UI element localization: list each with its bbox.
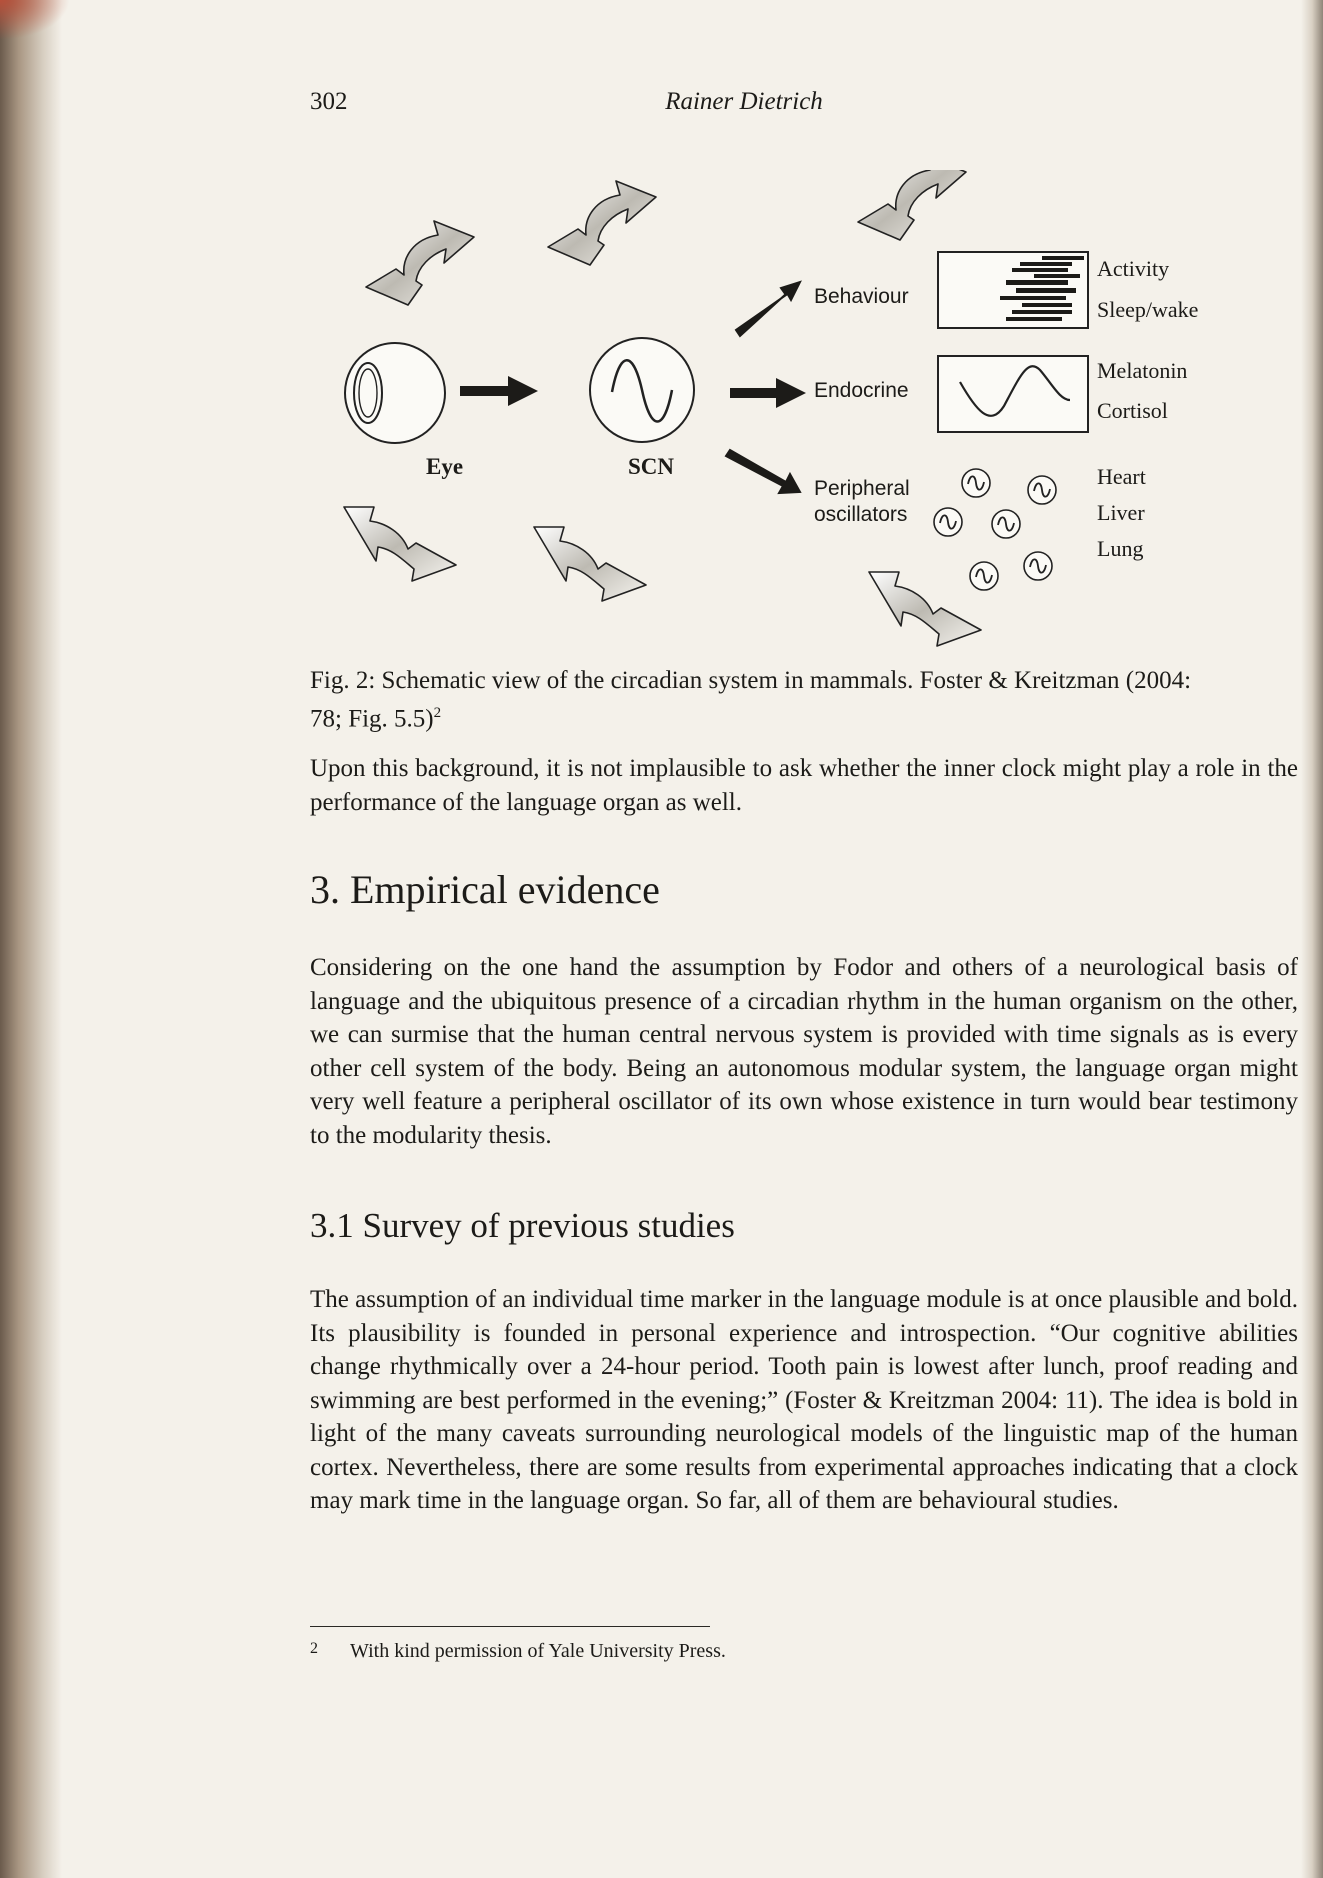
label-eye: Eye	[426, 454, 464, 479]
footnote-rule	[310, 1626, 710, 1627]
paragraph-1: Upon this background, it is not implausible to ask whether the inner clock might play a role in the performance of the language organ as well.	[310, 755, 1298, 816]
scn-oscillator-icon	[590, 338, 694, 442]
peripheral-oscillator-icon	[970, 562, 998, 590]
section-heading-3: 3. Empirical evidence	[310, 867, 660, 912]
scn-to-peripheral-arrow	[726, 450, 800, 493]
rhythm-curl-arrow-output-bottom	[869, 572, 981, 646]
rhythm-curl-arrow-output-top	[858, 170, 966, 240]
footnote-marker: 2	[310, 1640, 318, 1657]
peripheral-oscillator-icon	[992, 510, 1020, 538]
scn-to-behaviour-arrow	[736, 282, 800, 336]
scn-to-endocrine-arrow	[730, 378, 806, 408]
footnote-text: With kind permission of Yale University Press.	[350, 1640, 726, 1662]
rhythm-curl-arrow-eye-top	[366, 221, 474, 305]
label-cortisol: Cortisol	[1097, 398, 1168, 423]
caption-line-2: 78; Fig. 5.5)	[310, 705, 434, 733]
label-lung: Lung	[1097, 536, 1144, 561]
eye-to-scn-arrow	[460, 376, 538, 406]
label-behaviour: Behaviour	[814, 285, 909, 308]
peripheral-oscillator-icon	[1028, 476, 1056, 504]
label-melatonin: Melatonin	[1097, 358, 1188, 383]
rhythm-curl-arrow-eye-bottom	[344, 507, 456, 581]
rhythm-curl-arrow-scn-top	[548, 181, 656, 265]
footnote	[310, 1640, 726, 1663]
running-head-author: Rainer Dietrich	[665, 88, 823, 115]
label-liver: Liver	[1097, 500, 1145, 525]
label-oscillators: oscillators	[814, 503, 908, 526]
eye-icon	[345, 343, 445, 443]
section-heading-3-1: 3.1 Survey of previous studies	[310, 1206, 735, 1245]
peripheral-oscillator-icon	[934, 508, 962, 536]
endocrine-waveform-box	[938, 356, 1088, 432]
label-endocrine: Endocrine	[814, 379, 909, 402]
label-sleep-wake: Sleep/wake	[1097, 297, 1199, 322]
caption-footnote-mark: 2	[433, 705, 442, 721]
label-activity: Activity	[1097, 256, 1170, 281]
section-3-1-paragraph: The assumption of an individual time marker in the language module is at once plausible and bold. Its plausibility is founded in personal experience and introspection. “Our cognitive abilities change rhythmically over a 24-hour period. Tooth pain is lowest after lunch, proof reading and swimming are best performed in the evening;” (Foster & Kreitzman 2004: 11). The idea is bold in light of the many caveats surrounding neurological models of the linguistic map of the human cortex. Nevertheless, there are some results from experimental approaches indicating that a clock may mark time in the language organ. So far, all of them are behavioural studies.	[310, 1286, 1298, 1514]
running-head	[310, 88, 1298, 118]
peripheral-oscillator-icon	[962, 469, 990, 497]
peripheral-oscillator-icon	[1024, 552, 1052, 580]
section-3-paragraph: Considering on the one hand the assumption by Fodor and others of a neurological basis of language and the ubiquitous presence of a circadian rhythm in the human organism on the other, we can surmise that the human central nervous system is provided with time signals as is every other cell system of the body. Being an autonomous modular system, the language organ might very well feature a peripheral oscillator of its own whose existence in turn would bear testimony to the modularity thesis.	[310, 954, 1298, 1149]
label-scn: SCN	[628, 454, 675, 479]
page-number: 302	[310, 88, 348, 115]
caption-line-1: Fig. 2: Schematic view of the circadian system in mammals. Foster & Kreitzman (2004:	[310, 667, 1192, 694]
circadian-system-figure	[300, 170, 1240, 670]
activity-actogram-box	[938, 252, 1088, 328]
figure-caption	[310, 664, 1298, 735]
label-peripheral: Peripheral	[814, 477, 910, 500]
rhythm-curl-arrow-scn-bottom	[534, 527, 646, 601]
label-heart: Heart	[1097, 464, 1146, 489]
